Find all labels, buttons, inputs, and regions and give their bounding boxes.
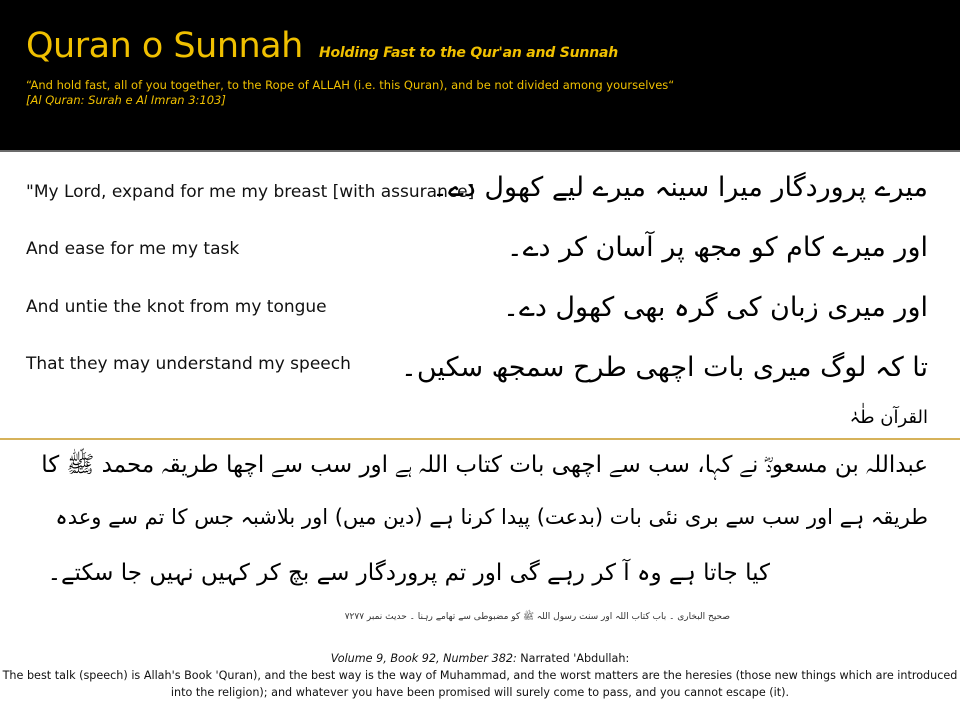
hadith-urdu-source: صحیح البخاری ۔ باب کتاب اللہ اور سنت رسول اللہ ﷺ کو مضبوطی سے تھامے رہنا ۔ حدیث نمبر ۷۲۷۷ bbox=[344, 612, 730, 622]
verse-text: “And hold fast, all of you together, to the Rope of ALLAH (i.e. this Quran), and be not divided among yourselves“ bbox=[26, 78, 675, 92]
hadith-urdu-line-2: طریقہ ہے اور سب سے بری نئی بات (بدعت) پیدا کرنا ہے (دین میں) اور بلاشبہ جس کا تم سے وعدہ bbox=[55, 505, 928, 529]
header-banner bbox=[0, 0, 960, 150]
title-subtitle: Holding Fast to the Qur'an and Sunnah bbox=[318, 45, 618, 61]
dua-urdu-line-2: اور میرے کام کو مجھ پر آسان کر دے۔ bbox=[506, 232, 928, 263]
title-main: Quran o Sunnah bbox=[26, 26, 303, 66]
verse-reference: [Al Quran: Surah e Al Imran 3:103] bbox=[26, 93, 226, 107]
header-divider bbox=[0, 150, 960, 152]
page-title bbox=[26, 26, 618, 66]
dua-english-line-1: "My Lord, expand for me my breast [with assurance] bbox=[26, 182, 475, 202]
dua-urdu-line-3: اور میری زبان کی گرہ بھی کھول دے۔ bbox=[503, 292, 928, 323]
dua-urdu-line-1: میرے پروردگار میرا سینہ میرے لیے کھول دے۔ bbox=[432, 172, 928, 203]
dua-english-line-4: That they may understand my speech bbox=[26, 354, 351, 374]
hadith-english-text: The best talk (speech) is Allah's Book 'Quran), and the best way is the way of Muhammad, and the worst matters are the heresies (those new things which are introduced into the religion); and whatever you have been promised will surely come to pass, and you cannot escape (it). bbox=[2, 669, 958, 699]
dua-english-line-2: And ease for me my task bbox=[26, 239, 240, 259]
hadith-english bbox=[0, 650, 960, 701]
hadith-citation-line bbox=[0, 650, 960, 667]
hadith-narrator: Narrated 'Abdullah: bbox=[520, 652, 630, 665]
quran-verse bbox=[26, 78, 926, 108]
section-divider bbox=[0, 438, 960, 440]
dua-source: القرآن طٰہٰ bbox=[849, 407, 928, 428]
dua-english-line-3: And untie the knot from my tongue bbox=[26, 297, 327, 317]
dua-urdu-line-4: تا کہ لوگ میری بات اچھی طرح سمجھ سکیں۔ bbox=[401, 352, 928, 383]
hadith-urdu-line-3: کیا جاتا ہے وہ آ کر رہے گی اور تم پروردگار سے بچ کر کہیں نہیں جا سکتے۔ bbox=[47, 560, 770, 586]
hadith-citation: Volume 9, Book 92, Number 382: bbox=[330, 652, 517, 665]
hadith-urdu-line-1: عبداللہ بن مسعودؓ نے کہا، سب سے اچھی بات کتاب اللہ ہے اور سب سے اچھا طریقہ محمد ﷺ کا bbox=[41, 452, 928, 478]
